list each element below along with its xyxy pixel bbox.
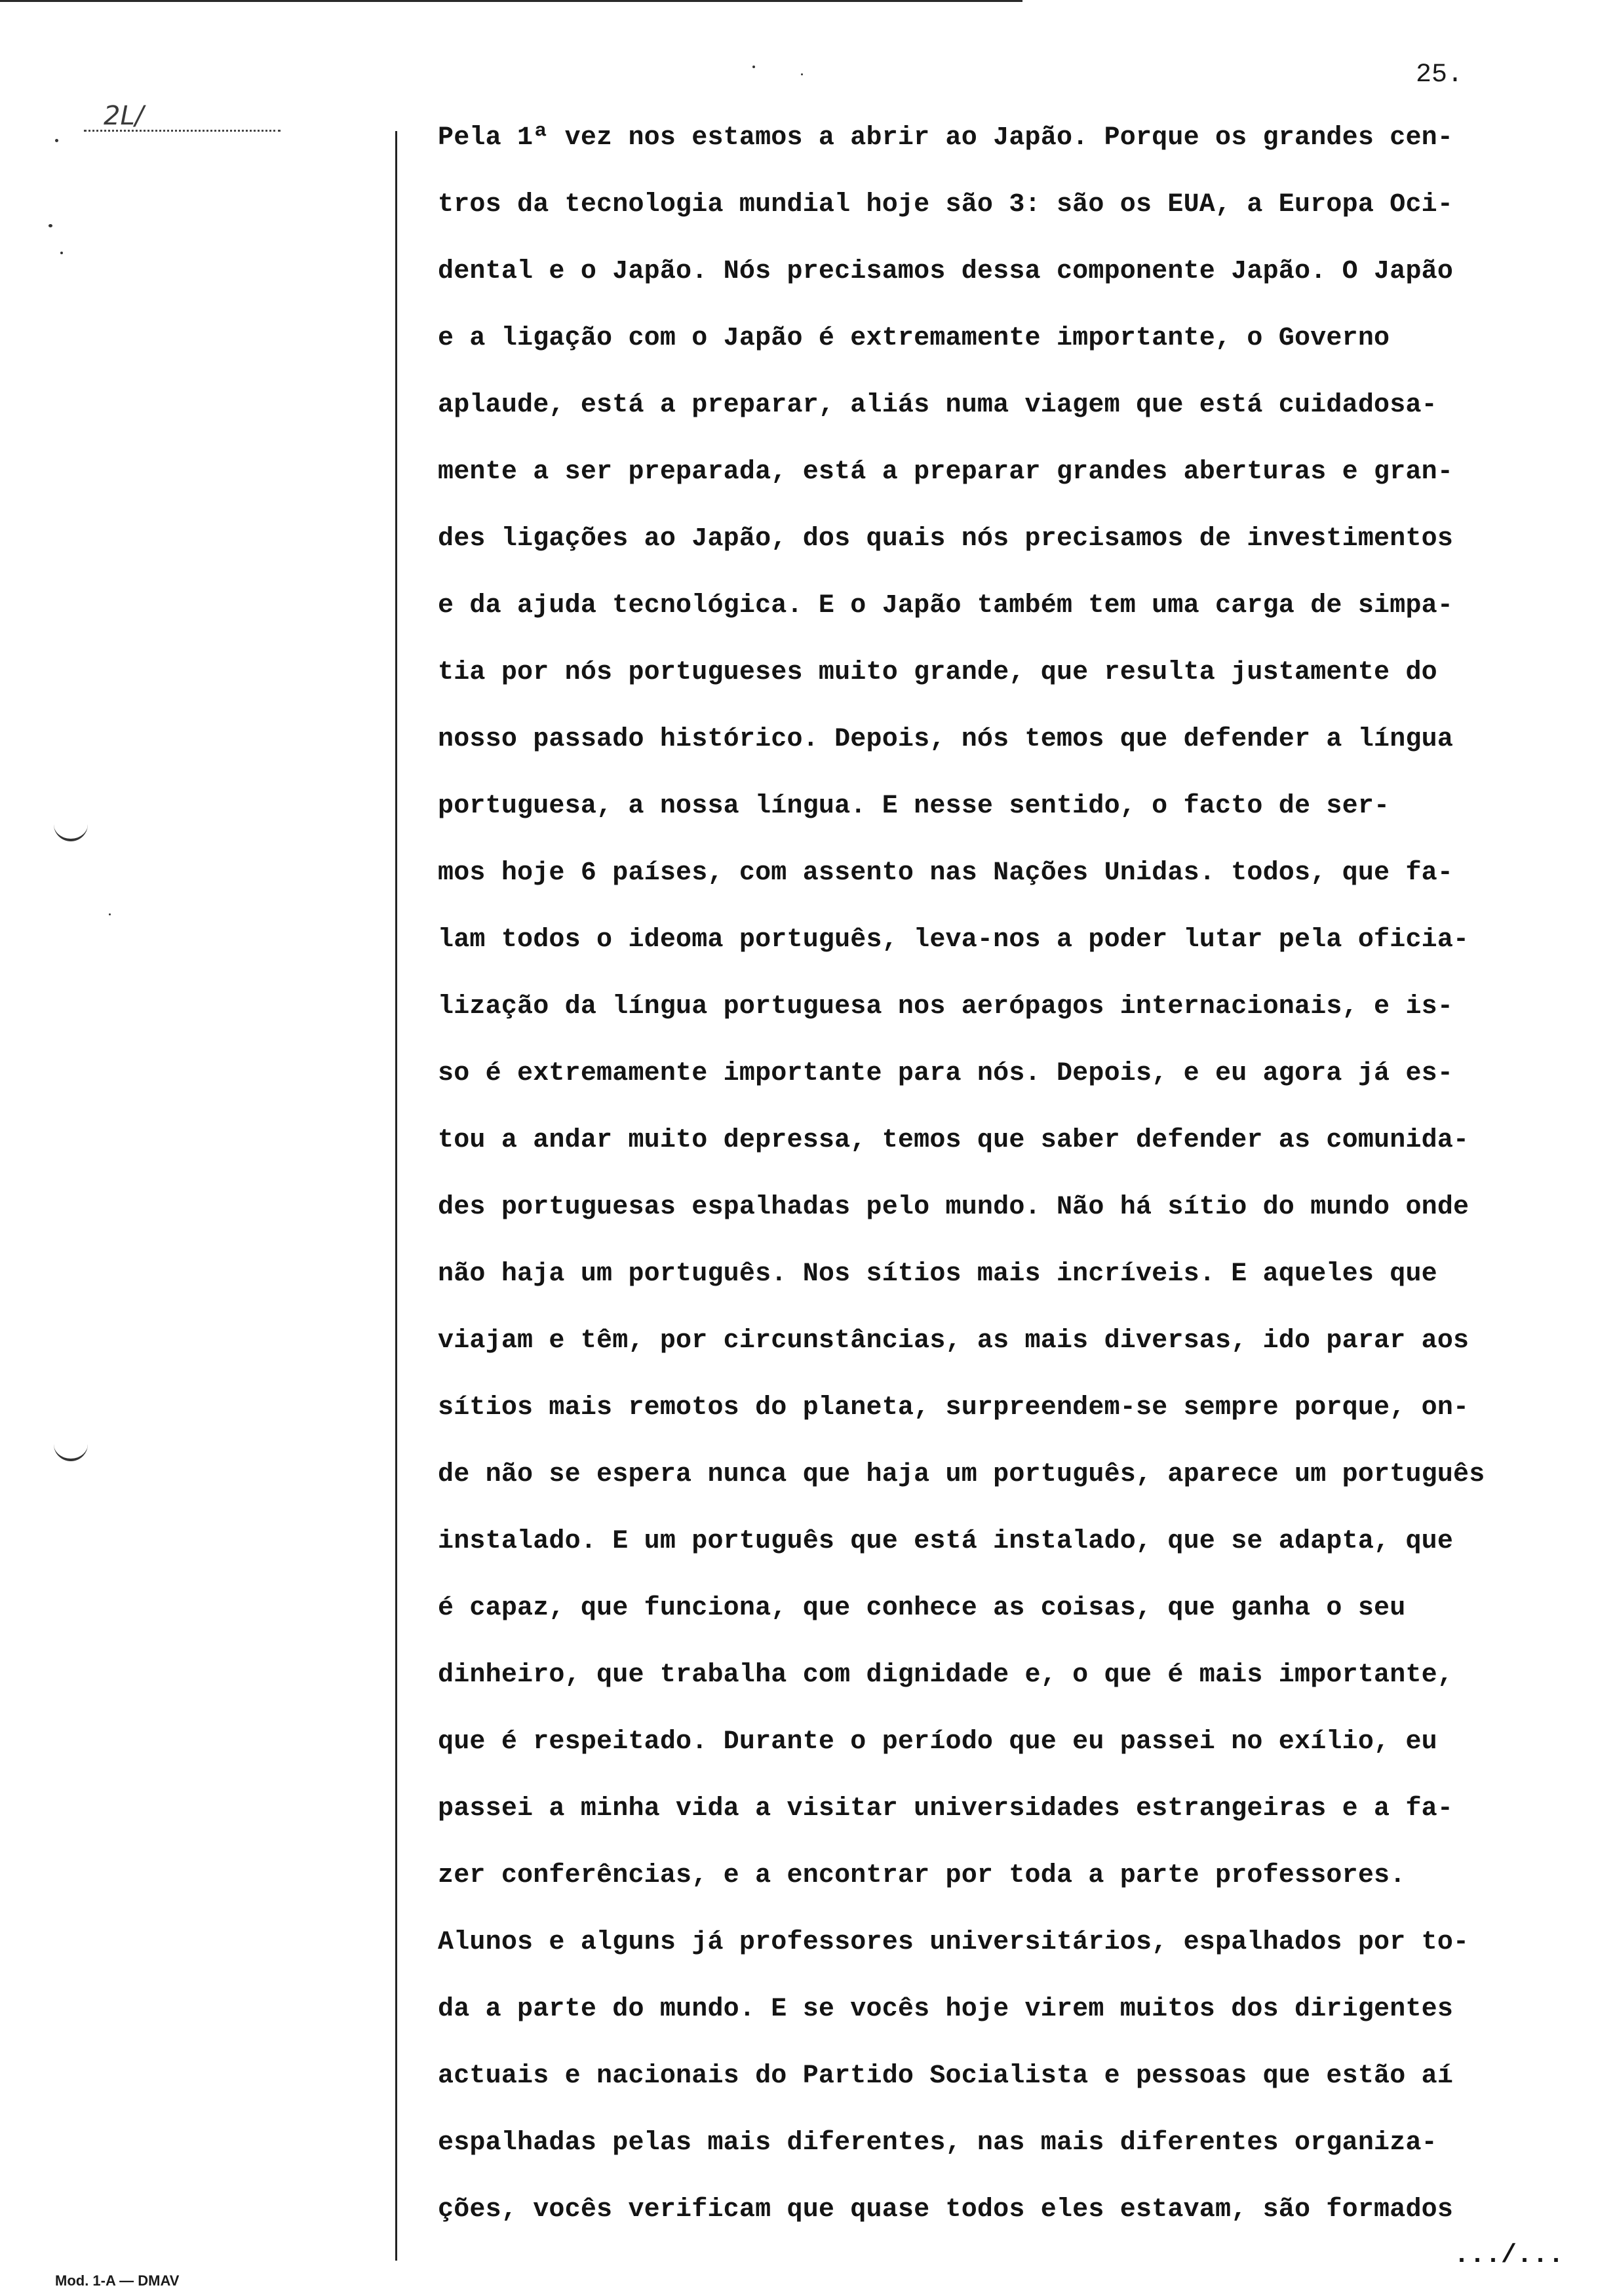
- text-line: que é respeitado. Durante o período que eu passei no exílio, eu: [438, 1727, 1437, 1757]
- text-line: Pela 1ª vez nos estamos a abrir ao Japão. Porque os grandes cen-: [438, 123, 1454, 153]
- text-line: de não se espera nunca que haja um português, aparece um português: [438, 1460, 1485, 1489]
- text-line: ções, vocês verificam que quase todos eles estavam, são formados: [438, 2195, 1454, 2225]
- speck: [49, 224, 52, 227]
- text-line: sítios mais remotos do planeta, surpreendem-se sempre porque, on-: [438, 1393, 1469, 1423]
- text-line: da a parte do mundo. E se vocês hoje virem muitos dos dirigentes: [438, 1995, 1454, 2024]
- speck: [752, 66, 755, 68]
- text-line: espalhadas pelas mais diferentes, nas mais diferentes organiza-: [438, 2128, 1437, 2158]
- continuation-marker: .../...: [1454, 2241, 1565, 2270]
- text-line: lam todos o ideoma português, leva-nos a poder lutar pela oficia-: [438, 925, 1469, 955]
- text-line: actuais e nacionais do Partido Socialista e pessoas que estão aí: [438, 2061, 1454, 2091]
- left-margin-line: [395, 131, 397, 2261]
- form-code: Mod. 1-A — DMAV: [55, 2272, 180, 2289]
- text-line: tros da tecnologia mundial hoje são 3: são os EUA, a Europa Oci-: [438, 190, 1454, 220]
- text-line: e da ajuda tecnológica. E o Japão também tem uma carga de simpa-: [438, 591, 1454, 621]
- text-line: viajam e têm, por circunstâncias, as mais diversas, ido parar aos: [438, 1326, 1469, 1356]
- text-line: e a ligação com o Japão é extremamente importante, o Governo: [438, 324, 1390, 353]
- speck: [109, 913, 111, 915]
- text-line: Alunos e alguns já professores universitários, espalhados por to-: [438, 1928, 1469, 1957]
- text-line: aplaude, está a preparar, aliás numa viagem que está cuidadosa-: [438, 391, 1437, 420]
- text-line: tou a andar muito depressa, temos que saber defender as comunida-: [438, 1126, 1469, 1155]
- text-line: so é extremamente importante para nós. Depois, e eu agora já es-: [438, 1059, 1454, 1088]
- text-line: mente a ser preparada, está a preparar grandes aberturas e gran-: [438, 457, 1454, 487]
- punch-hole-mark: [54, 819, 88, 841]
- margin-annotation-dotted-line: [84, 130, 281, 132]
- margin-annotation: [84, 101, 281, 135]
- text-line: é capaz, que funciona, que conhece as coisas, que ganha o seu: [438, 1594, 1406, 1623]
- text-line: dinheiro, que trabalha com dignidade e, o que é mais importante,: [438, 1660, 1454, 1690]
- top-rule: [0, 0, 1022, 2]
- text-line: instalado. E um português que está instalado, que se adapta, que: [438, 1527, 1454, 1556]
- body-text: [438, 105, 1605, 2244]
- speck: [55, 139, 58, 142]
- text-line: não haja um português. Nos sítios mais incríveis. E aqueles que: [438, 1259, 1437, 1289]
- text-line: zer conferências, e a encontrar por toda a parte professores.: [438, 1861, 1406, 1890]
- speck: [60, 252, 63, 254]
- page-number: 25.: [1416, 60, 1464, 90]
- punch-hole-mark: [54, 1439, 88, 1461]
- margin-annotation-text: 2L/: [104, 101, 144, 131]
- text-line: dental e o Japão. Nós precisamos dessa componente Japão. O Japão: [438, 257, 1454, 286]
- text-line: tia por nós portugueses muito grande, que resulta justamente do: [438, 658, 1437, 687]
- text-line: des ligações ao Japão, dos quais nós precisamos de investimentos: [438, 524, 1454, 554]
- speck: [801, 73, 803, 75]
- text-line: portuguesa, a nossa língua. E nesse sentido, o facto de ser-: [438, 792, 1390, 821]
- text-line: lização da língua portuguesa nos aerópagos internacionais, e is-: [438, 992, 1454, 1022]
- text-line: nosso passado histórico. Depois, nós temos que defender a língua: [438, 725, 1454, 754]
- text-line: des portuguesas espalhadas pelo mundo. Não há sítio do mundo onde: [438, 1193, 1469, 1222]
- text-line: passei a minha vida a visitar universidades estrangeiras e a fa-: [438, 1794, 1454, 1824]
- text-line: mos hoje 6 países, com assento nas Nações Unidas. todos, que fa-: [438, 858, 1454, 888]
